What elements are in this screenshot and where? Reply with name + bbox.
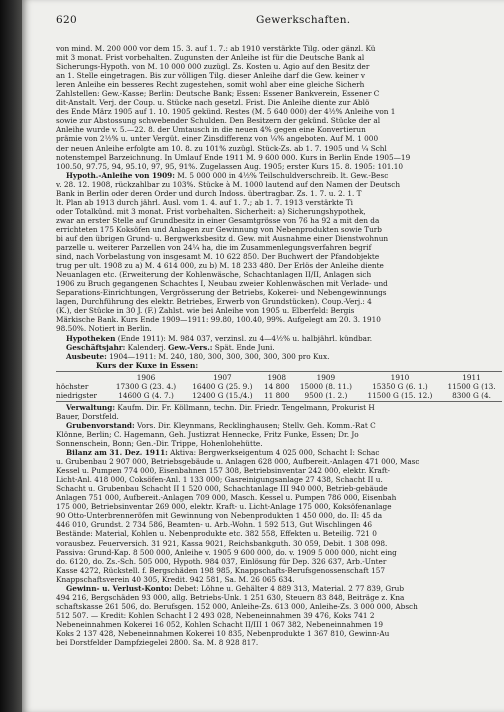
text-line: zwar an erster Stelle auf Grundbesitz in einer Gesamtgrösse von 76 ha 92 a mit den da <box>56 215 380 225</box>
text-line: Knappschaftsverein 40 305, Kredit. 942 581, Sa. M. 26 065 634. <box>56 574 295 584</box>
text-line: Kessel u. Pumpen 774 000, Eisenbahnen 157 308, Betriebsinventar 242 000, elektr. Kraft- <box>56 466 390 476</box>
kurs-year-header: 1907 <box>213 372 232 382</box>
kurs-corner-cell <box>56 373 108 382</box>
text-line: leren Anleihe ein besseres Recht zugestehen, somit wohl aber eine gleiche Sicherh <box>56 80 365 90</box>
text-line: 100.50, 97.75, 94, 95.10, 97, 95, 91%. Zugelassen Aug. 1905; erster Kurs 15. 8. 1905: 101.10 <box>56 161 403 171</box>
kurs-row <box>56 391 502 400</box>
grubenvorstand-line <box>56 421 502 430</box>
text-line: Anlagen 751 000, Aufbereit.-Anlagen 709 000, Masch. Kessel u. Pumpen 786 000, Eisenbah <box>56 493 397 503</box>
text-line: sind, nach Vorbelastung von insgesamt M. 10 622 850. Der Buchwert der Pfandobjekte <box>56 252 380 262</box>
ausbeute-label: Ausbeute: <box>66 351 107 361</box>
text-line: Kasse 4272, Rückstell. f. Bergschäden 198 985, Knappschafts-Berufsgenossenschaft 157 <box>56 565 385 575</box>
text-line: errichteten 175 Koksöfen und Anlagen zur Gewinnung von Nebenprodukten sowie Turb <box>56 224 382 234</box>
hypotheken-label: Hypotheken <box>66 333 116 343</box>
text-line: u. Grubenbau 2 907 000, Betriebsgebäude u. Anlagen 628 000, Aufbereit.-Anlagen 471 000, Masc <box>56 457 420 467</box>
grubenvorstand-text-2: Klönne, Berlin; C. Hagemann, Geh. Justizrat Hennecke, Fritz Funke, Essen; Dr. Jo <box>56 429 359 439</box>
bilanz-label: Bilanz am 31. Dez. 1911: <box>66 448 168 458</box>
kurs-year-header: 1911 <box>462 372 481 382</box>
gew-vers-text: Spät. Ende Juni. <box>212 342 275 352</box>
text-line: 98.50%. Notiert in Berlin. <box>56 324 152 334</box>
table-bottom-rule <box>56 401 502 402</box>
grubenvorstand-label: Grubenvorstand: <box>66 420 135 430</box>
text-line: Koks 2 137 428, Nebeneinnahmen Kokerei 10 835, Nebenprodukte 1 367 810, Gewinn-Au <box>56 629 390 638</box>
text-line: do. 6120, do. Zs.-Sch. 505 000, Hypoth. 984 037, Einlösung für Dep. 326 637, Arb.-Unter <box>56 556 387 566</box>
gewinn-line <box>56 584 502 593</box>
kurs-year-header: 1910 <box>390 372 410 382</box>
text-line: an 1. Stelle eingetragen. Bis zur völligen Tilg. dieser Anleihe darf die Gew. keiner v <box>56 71 365 81</box>
kurs-cell: 11 800 <box>263 390 290 400</box>
grubenvorstand-text-3: Sonnenschein, Bonn; Gen.-Dir. Trippe, Hohenlohehütte. <box>56 439 263 449</box>
text-line: von mind. M. 200 000 vor dem 15. 3. auf 1. 7.: ab 1910 verstärkte Tilg. oder gänzl. Kü <box>56 44 376 53</box>
page-header <box>56 14 496 28</box>
verwaltung-label: Verwaltung: <box>66 402 116 412</box>
kurs-cell: 14 800 <box>263 381 290 391</box>
kurs-year-header: 1909 <box>316 372 336 382</box>
ausbeute-text: 1904—1911: M. 240, 180, 300, 300, 300, 300, 300 pro Kux. <box>106 351 330 361</box>
verwaltung-line <box>56 403 502 412</box>
text-line: Separations-Einrichtungen, Vergrösserung der Betriebs, Kokerei- und Nebengewinnungs <box>56 288 387 298</box>
text-line: parzelle u. weiterer Parzellen von 24¼ ha, die im Zusammenlegungsverfahren begrif <box>56 243 372 253</box>
kurs-year-header: 1908 <box>267 372 287 382</box>
kurs-cell: 8300 G (4. <box>452 390 491 400</box>
text-line: Schacht u. Grubenbau Schacht II 1 520 000, Schachtanlage III 940 000, Betrieb-gebäude <box>56 484 388 494</box>
anleihe-1909-paragraph <box>56 180 502 334</box>
text-line: prämie von 2½% u. unter Vergüt. einer Zinsdifferenz von ¼% angeboten. Auf M. 1 000 <box>56 134 379 144</box>
text-line: der neuen Anleihe erfolgte am 10. 8. zu 101% zuzügl. Stück-Zs. ab 1. 7. 1905 und ¼ Schl <box>56 143 387 153</box>
text-line: Bestände: Material, Kohlen u. Nebenprodukte etc. 382 558, Effekten u. Beteilig. 721 0 <box>56 529 377 539</box>
text-line: dit-Anstalt. Verj. der Coup. u. Stücke nach gesetzl. Frist. Die Anleihe diente zur Ablö <box>56 98 370 108</box>
text-line: Märkische Bank. Kurs Ende 1909—1911: 99.80, 100.40, 99%. Aufgelegt am 20. 3. 1910 <box>56 315 381 325</box>
text-line: Licht-Anl. 418 000, Coksöfen-Anl. 1 133 000; Gasreinigungsanlage 27 438, Schacht II u. <box>56 475 383 485</box>
hypotheken-text: (Ende 1911): M. 984 037, verzinsl. zu 4—4½% u. halbjährl. kündbar. <box>115 333 373 343</box>
hypoth-anleihe-label: Hypoth.-Anleihe von 1909: <box>66 170 175 180</box>
kurs-cell: 16400 G (25. 9.) <box>192 381 253 391</box>
text-line: Sicherungs-Hypoth. von M. 10 000 000 zuzügl. Zs. Kosten u. Agio auf den Besitz der <box>56 62 370 72</box>
kurs-row <box>56 382 502 391</box>
kurs-cell: 17300 G (23. 4.) <box>115 381 177 391</box>
text-line: Zahlstellen: Gew.-Kasse; Berlin: Deutsche Bank; Essen: Essener Bankverein, Essener C <box>56 89 380 99</box>
hypoth-anleihe-heading-line <box>56 171 502 180</box>
page-body <box>56 44 502 647</box>
gewinn-paragraph <box>56 593 502 647</box>
hypotheken-line <box>56 334 502 343</box>
gew-vers-label: Gew.-Vers.: <box>168 342 213 352</box>
text-line: (K.), der Stücke in 30 J. (F.) Zahlst. wie bei Anleihe von 1905 u. Elberfeld: Bergis <box>56 306 355 316</box>
kurs-cell: 11500 G (15. 12.) <box>367 390 433 400</box>
grubenvorstand-text-1: Vors. Dir. Kleynmans, Recklinghausen; Stellv. Geh. Komm.-Rat C <box>134 420 376 430</box>
text-line: notenstempel Barzeichnung. In Umlauf Ende 1911 M. 9 600 000. Kurs in Berlin Ende 1905—19 <box>56 152 411 162</box>
geschaeftsjahr-line <box>56 343 502 352</box>
geschaeftsjahr-label: Geschäftsjahr: <box>66 342 126 352</box>
anleihe-1905-paragraph <box>56 44 502 171</box>
bilanz-text-first: Aktiva: Bergwerkseigentum 4 025 000, Schacht I: Schac <box>167 448 380 458</box>
text-line: 1906 zu Bruch gegangenen Schachtes I, Neubau zweier Kohlenwäschen mit Verlade- und <box>56 279 388 289</box>
kurs-cell: 14600 G (4. 7.) <box>118 390 174 400</box>
kurs-row-label: höchster <box>56 381 89 391</box>
page-number: 620 <box>56 14 77 26</box>
kurs-year-header: 1906 <box>136 372 156 382</box>
text-line: vorausbez. Feuerversich. 31 921, Kassa 9021, Reichsbankguth. 30 059, Debit. 1 308 098. <box>56 538 388 548</box>
text-line: trug per ult. 1908 zu a) M. 4 614 000, zu b) M. 18 233 480. Der Erlös der Anleihe diente <box>56 261 384 271</box>
kurs-year-row <box>56 373 502 382</box>
gewinn-label: Gewinn- u. Verlust-Konto: <box>66 583 172 593</box>
verwaltung-text-1: Kaufm. Dir. Fr. Köllmann, techn. Dir. Friedr. Tengelmann, Prokurist H <box>115 402 375 412</box>
text-line: 446 010, Grundst. 2 734 586, Beamten- u. Arb.-Wohn. 1 592 513, Gut Wischlingen 46 <box>56 520 373 530</box>
geschaeftsjahr-text: Kalenderj. <box>125 342 169 352</box>
text-line: lt. Plan ab 1913 durch jährl. Ausl. vom 1. 4. auf 1. 7.; ab 1. 7. 1913 verstärkte Ti <box>56 197 354 207</box>
bilanz-paragraph <box>56 457 502 584</box>
text-line: Nebeneinnahmen Kokerei 16 052, Kohlen Schacht II/III 1 067 382, Nebeneinnahmen 19 <box>56 619 383 629</box>
hypoth-anleihe-first-text: M. 5 000 000 in 4½% Teilschuldverschreib. lt. Gew.-Besc <box>174 170 389 180</box>
text-line: schaftskasse 261 506, do. Berufsgen. 152 000, Anleihe-Zs. 613 000, Anleihe-Zs. 3 000 000, Absch <box>56 601 418 611</box>
running-title: Gewerkschaften. <box>256 14 351 26</box>
kurs-cell: 12400 G (15./4.) <box>192 390 253 400</box>
text-line: lagen, Durchführung des elektr. Betriebes, Erwerb von Grundstücken). Coup.-Verj.: 4 <box>56 297 372 307</box>
text-line: sowie zur Abstossung schwebender Schulden. Den Besitzern der gekünd. Stücke der al <box>56 116 381 126</box>
kurs-heading: Kurs der Kuxe in Essen: <box>96 360 199 370</box>
kurs-cell: 15000 (8. 11.) <box>299 381 352 391</box>
bilanz-line <box>56 448 502 457</box>
text-line: Anleihe wurde v. 5.—22. 8. der Umtausch in die neuen 4% gegen eine Konvertierun <box>56 125 366 135</box>
kurs-cell: 11500 G (13. <box>447 381 496 391</box>
text-line: 494 216, Bergschäden 93 000, allg. Betriebs-Unk. 1 251 630, Steuern 83 848, Beiträge z. Kna <box>56 592 405 602</box>
kurs-row-label: niedrigster <box>56 390 97 400</box>
gewinn-text-first: Debet: Löhne u. Gehälter 4 889 313, Material. 2 77 839, Grub <box>171 583 405 593</box>
text-line: bei Dorstfelder Dampfziegelei 2800. Sa. M. 8 928 817. <box>56 638 259 648</box>
text-line: v. 28. 12. 1908, rückzahlbar zu 103%. Stücke à M. 1000 lautend auf den Namen der Deutsch <box>56 179 401 189</box>
ausbeute-line <box>56 352 502 361</box>
table-top-rule <box>56 371 502 372</box>
verwaltung-text-2: Bauer, Dorstfeld. <box>56 411 119 421</box>
text-line: 512 507. — Kredit: Kohlen Schacht I 2 493 028, Nebeneinnahmen 39 476, Koks 741 2 <box>56 610 375 620</box>
text-line: des Ende März 1905 auf 1. 10. 1905 gekünd. Restes (M. 5 640 000) der 4½% Anleihe von 1 <box>56 107 396 117</box>
kurs-cell: 15350 G (6. 1.) <box>372 381 428 391</box>
text-line: Neuanlagen etc. (Erweiterung der Kohlenwäsche, Schachtanlagen II/II, Anlagen sich <box>56 270 372 280</box>
book-page <box>22 0 504 712</box>
text-line: oder Totalkünd. mit 3 monat. Frist vorbehalten. Sicherheit: a) Sicherungshypothek, <box>56 206 366 216</box>
text-line: bi auf den übrigen Grund- u. Bergwerksbesitz d. Gew. mit Ausnahme einer Dienstwohnun <box>56 233 389 243</box>
kurs-table <box>56 373 502 400</box>
book-spine-shadow <box>0 0 22 712</box>
text-line: 175 000, Betriebsinventar 269 000, elektr. Kraft- u. Licht-Anlage 175 000, Koksöfenanlage <box>56 502 392 512</box>
text-line: Bank in Berlin oder deren Order und durch Indoss. übertragbar. Zs. 1. 7. u. 2. 1. T <box>56 188 362 198</box>
text-line: 90 Otto-Unterbrenneröfen mit Gewinnung von Nebenprodukten 1 450 000, do. II: 45 da <box>56 511 383 521</box>
text-line: mit 3 monat. Frist vorbehalten. Zugunsten der Anleihe ist für die Deutsche Bank al <box>56 53 365 63</box>
kurs-cell: 9500 (1. 2.) <box>304 390 348 400</box>
text-line: Passiva: Grund-Kap. 8 500 000, Anleihe v. 1905 9 600 000, do. v. 1909 5 000 000, nicht eing <box>56 547 397 557</box>
